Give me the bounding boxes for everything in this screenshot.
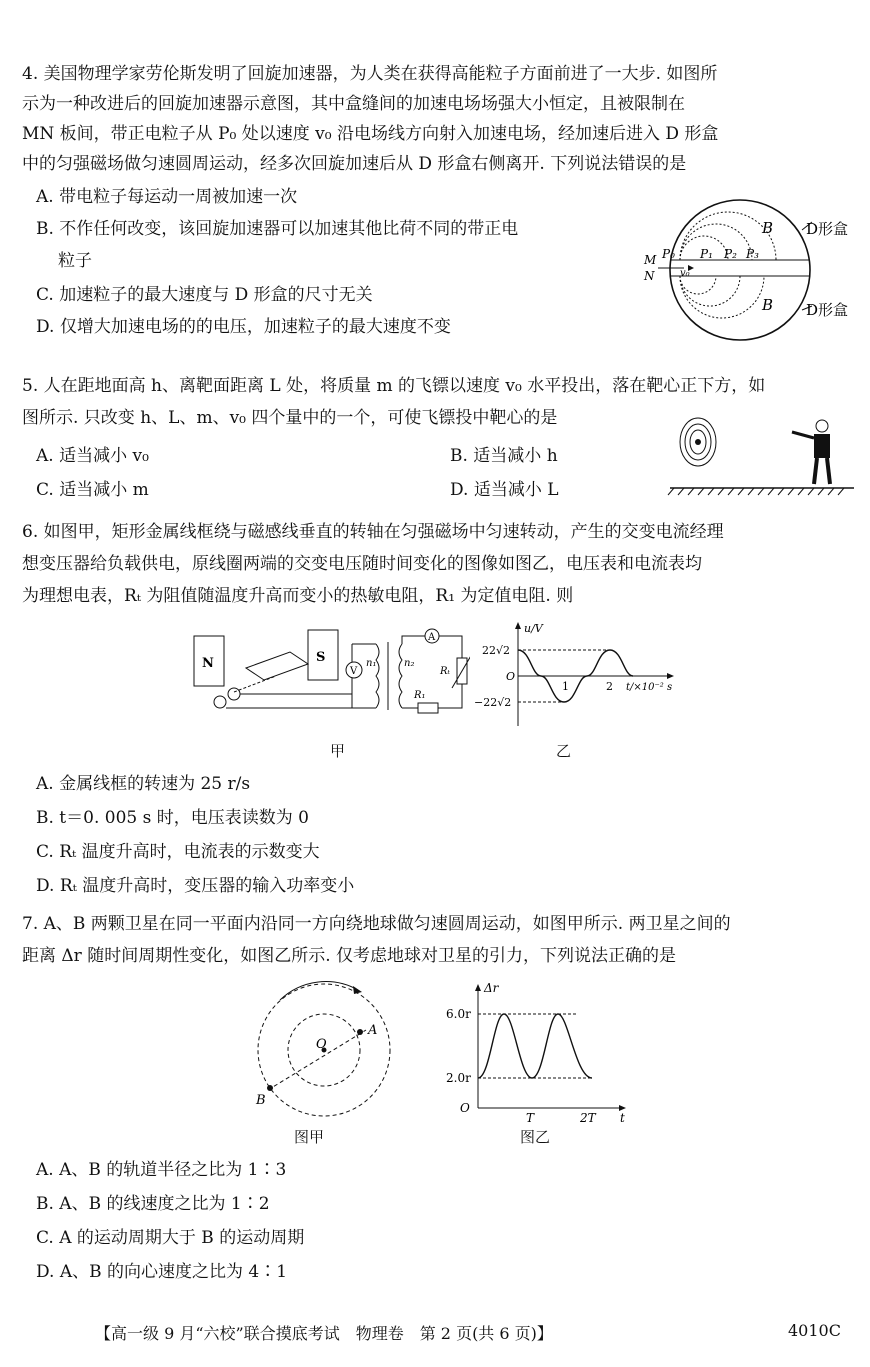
q4-fig-p3: P₃: [746, 247, 759, 261]
q6-stem-line-2: 想变压器给负载供电，原线圈两端的交变电压随时间变化的图像如图乙，电压表和电流表均: [22, 554, 702, 574]
q7-graph-origin: O: [460, 1101, 470, 1115]
q4-stem-line-3: MN 板间，带正电粒子从 P₀ 处以速度 v₀ 沿电场线方向射入加速电场，经加速后进入 D 形盒: [22, 124, 719, 144]
q5-option-c: C. 适当减小 m: [36, 480, 149, 500]
q6-option-c: C. Rₜ 温度升高时，电流表的示数变大: [36, 842, 320, 862]
q5-option-d: D. 适当减小 L: [450, 480, 559, 500]
q6-graph-tick-1: 1: [562, 680, 569, 693]
q5-stem-line-1: 5. 人在距地面高 h、离靶面距离 L 处，将质量 m 的飞镖以速度 v₀ 水平投出，落在靶心正下方，如: [22, 376, 766, 396]
q4-fig-d-top: D形盒: [806, 220, 849, 238]
q4-option-b-cont: 粒子: [58, 251, 92, 271]
thrower-icon: [792, 420, 830, 484]
q6-graph-ylabel: u/V: [524, 622, 543, 635]
q7-stem-line-1: 7. A、B 两颗卫星在同一平面内沿同一方向绕地球做匀速圆周运动，如图甲所示. 两卫星之间的: [22, 914, 731, 934]
q7-graph-xlabel: t: [620, 1111, 625, 1124]
q7-option-a: A. A、B 的轨道半径之比为 1∶3: [36, 1160, 287, 1180]
q4-option-a: A. 带电粒子每运动一周被加速一次: [36, 187, 298, 207]
q7-graph-tick-t: T: [526, 1111, 535, 1124]
q6-fig-ammeter: A: [428, 632, 436, 643]
q7-stem-line-2: 距离 Δr 随时间周期性变化，如图乙所示. 仅考虑地球对卫星的引力，下列说法正确的是: [22, 946, 677, 966]
q4-fig-b-top: B: [762, 219, 774, 237]
q7-option-c: C. A 的运动周期大于 B 的运动周期: [36, 1228, 305, 1248]
q6-graph-tick-2: 2: [606, 680, 613, 693]
q4-cyclotron-figure: [636, 196, 866, 348]
q6-fig-yi-caption: 乙: [556, 742, 572, 760]
q7-fig-a: A: [368, 1023, 378, 1038]
q6-fig-n1: n₁: [366, 658, 377, 669]
q6-voltage-graph: [474, 618, 684, 734]
q6-stem-line-3: 为理想电表，Rₜ 为阻值随温度升高而变小的热敏电阻，R₁ 为定值电阻. 则: [22, 586, 574, 606]
q7-fig-yi-caption: 图乙: [520, 1128, 551, 1146]
q4-option-d: D. 仅增大加速电场的的电压，加速粒子的最大速度不变: [36, 317, 451, 337]
q6-generator-circuit-figure: [190, 620, 470, 720]
q4-fig-n: N: [644, 269, 655, 283]
page-footer: 【高一级 9 月“六校”联合摸底考试 物理卷 第 2 页(共 6 页)】: [95, 1324, 553, 1343]
q7-fig-o: O: [316, 1037, 327, 1052]
q6-graph-xlabel: t/×10⁻² s: [626, 682, 673, 693]
q4-stem-line-4: 中的匀强磁场做匀速圆周运动，经多次回旋加速后从 D 形盒右侧离开. 下列说法错误的是: [22, 154, 687, 174]
q4-fig-m: M: [644, 253, 657, 267]
q4-fig-p2: P₂: [724, 247, 737, 261]
target-icon: [680, 418, 716, 466]
q7-fig-jia-caption: 图甲: [294, 1128, 325, 1146]
q6-option-d: D. Rₜ 温度升高时，变压器的输入功率变小: [36, 876, 355, 896]
q7-graph-y-hi: 6.0r: [446, 1007, 471, 1021]
q5-option-a: A. 适当减小 v₀: [36, 446, 149, 466]
q6-option-a: A. 金属线框的转速为 25 r/s: [36, 774, 251, 794]
q7-graph-y-lo: 2.0r: [446, 1071, 471, 1085]
q6-fig-jia-caption: 甲: [330, 742, 346, 760]
q4-fig-d-bottom: D形盒: [806, 301, 849, 319]
q7-graph-tick-2t: 2T: [580, 1111, 596, 1124]
q4-fig-v0: v₀: [680, 268, 690, 279]
q7-option-d: D. A、B 的向心速度之比为 4∶1: [36, 1262, 288, 1282]
q6-fig-n2: n₂: [404, 658, 415, 669]
q4-stem-line-2: 示为一种改进后的回旋加速器示意图，其中盒缝间的加速电场场强大小恒定，且被限制在: [22, 94, 685, 114]
q7-option-b: B. A、B 的线速度之比为 1∶2: [36, 1194, 270, 1214]
q4-option-c: C. 加速粒子的最大速度与 D 形盒的尺寸无关: [36, 285, 373, 305]
q4-stem-line-1: 4. 美国物理学家劳伦斯发明了回旋加速器，为人类在获得高能粒子方面前进了一大步. 如图所: [22, 64, 718, 84]
q5-dart-figure: [664, 408, 854, 498]
q4-fig-b-bottom: B: [762, 296, 774, 314]
q6-option-b: B. t＝0. 005 s 时，电压表读数为 0: [36, 808, 309, 828]
q4-fig-p1: P₁: [700, 247, 713, 261]
q6-fig-voltmeter: V: [350, 666, 358, 677]
q6-fig-n: N: [202, 656, 214, 671]
q7-fig-b: B: [256, 1093, 266, 1108]
q6-graph-origin: O: [506, 670, 516, 683]
q6-graph-ymax: 22√2: [482, 644, 511, 657]
q6-fig-r1: R₁: [414, 690, 426, 701]
q5-option-b: B. 适当减小 h: [450, 446, 558, 466]
q6-fig-s: S: [316, 650, 326, 665]
q6-stem-line-1: 6. 如图甲，矩形金属线框绕与磁感线垂直的转轴在匀强磁场中匀速转动，产生的交变电流经理: [22, 522, 724, 542]
q7-orbit-figure: [250, 978, 400, 1126]
q4-option-b: B. 不作任何改变，该回旋加速器可以加速其他比荷不同的带正电: [36, 219, 519, 239]
q7-distance-graph: [446, 978, 636, 1124]
q7-graph-ylabel: Δr: [484, 981, 499, 995]
q4-fig-p0: P₀: [662, 247, 675, 261]
q6-graph-ymin: −22√2: [474, 696, 512, 709]
paper-code: 4010C: [788, 1321, 841, 1340]
q6-fig-rt: Rₜ: [440, 666, 450, 677]
q5-stem-line-2: 图所示. 只改变 h、L、m、v₀ 四个量中的一个，可使飞镖投中靶心的是: [22, 408, 558, 428]
